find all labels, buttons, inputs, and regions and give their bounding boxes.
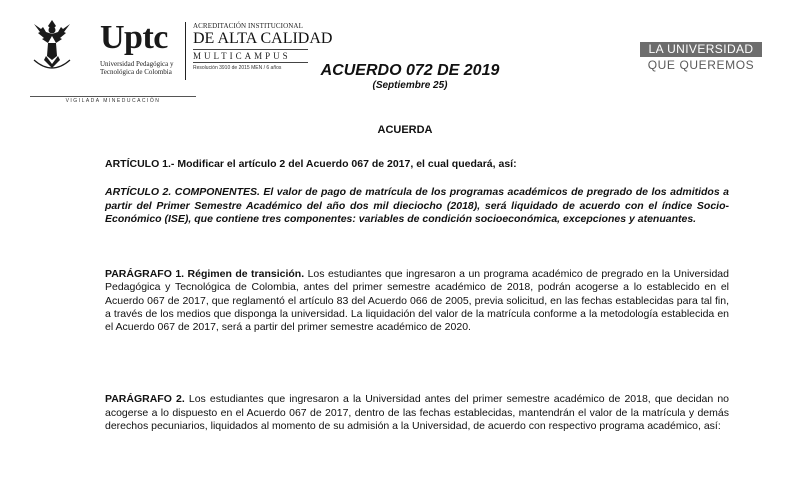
paragraph-1 bbox=[105, 268, 729, 334]
article-1: ARTÍCULO 1.- Modificar el artículo 2 del Acuerdo 067 de 2017, el cual quedará, así: bbox=[105, 158, 517, 170]
slogan-bottom: QUE QUEREMOS bbox=[647, 58, 755, 72]
eagle-emblem-icon bbox=[30, 16, 74, 72]
slogan bbox=[640, 42, 762, 74]
section-heading: ACUERDA bbox=[377, 124, 433, 136]
paragraph-2-lead: PARÁGRAFO 2. bbox=[105, 393, 185, 405]
document-date: (Septiembre 25) bbox=[372, 80, 448, 91]
slogan-top: LA UNIVERSIDAD bbox=[640, 42, 762, 57]
document-title: ACUERDO 072 DE 2019 bbox=[320, 62, 500, 79]
paragraph-1-text: Los estudiantes que ingresaron a un programa académico de pregrado en la Universidad Pedagógica y Tecnológica de Colombia, antes del primer semestre académico de 2018, podrán acogerse a lo establecido en el Acuerdo 067 de 2017, que reglamentó el artículo 83 del Acuerdo 066 de 2005, previa solicitud, en las fechas establecidas para tal fin, a través de los medios que disponga la universidad. La liquidación del valor de la matrícula conforme a la metodología establecida en el Acuerdo 067 de 2017, será a partir del primer semestre académico de 2020. bbox=[105, 268, 729, 334]
brand-name: Uptc bbox=[100, 19, 168, 56]
paragraph-1-lead: PARÁGRAFO 1. Régimen de transición. bbox=[105, 268, 305, 280]
accreditation-campus: MULTICAMPUS bbox=[193, 49, 308, 63]
vigilada-label: VIGILADA MINEDUCACIÓN bbox=[30, 96, 196, 104]
accreditation-resolution: Resolución 3910 de 2015 MEN / 6 años bbox=[193, 65, 282, 71]
institution-line-2: Tecnológica de Colombia bbox=[100, 68, 172, 76]
institution-line-1: Universidad Pedagógica y bbox=[100, 60, 174, 68]
logo-divider bbox=[185, 22, 186, 80]
accreditation-title: DE ALTA CALIDAD bbox=[193, 30, 333, 47]
paragraph-2-text: Los estudiantes que ingresaron a la Universidad antes del primer semestre académico de 2018, que decidan no acogerse a lo dispuesto en el Acuerdo 067 de 2017, dentro de las fechas establecidas, mantendrán el valor de la matrícula y demás derechos pecuniarios, liquidados al momento de su admisión a la Universidad, de acuerdo con respectivo programa académico, así: bbox=[105, 393, 730, 433]
accreditation-top: ACREDITACIÓN INSTITUCIONAL bbox=[193, 22, 303, 30]
uptc-logo bbox=[30, 14, 333, 104]
paragraph-2 bbox=[105, 393, 729, 434]
accreditation-block bbox=[193, 22, 333, 72]
institution-name bbox=[100, 60, 173, 76]
article-2: ARTÍCULO 2. COMPONENTES. El valor de pago de matrícula de los programas académicos de pregrado de los admitidos a partir del Primer Semestre Académico del año dos mil dieciocho (2018), será liquidado de acuerdo con el índice Socio-Económico (ISE), que contiene tres componentes: variables de condición socioeconómica, excepciones y atenuantes. bbox=[105, 186, 729, 226]
